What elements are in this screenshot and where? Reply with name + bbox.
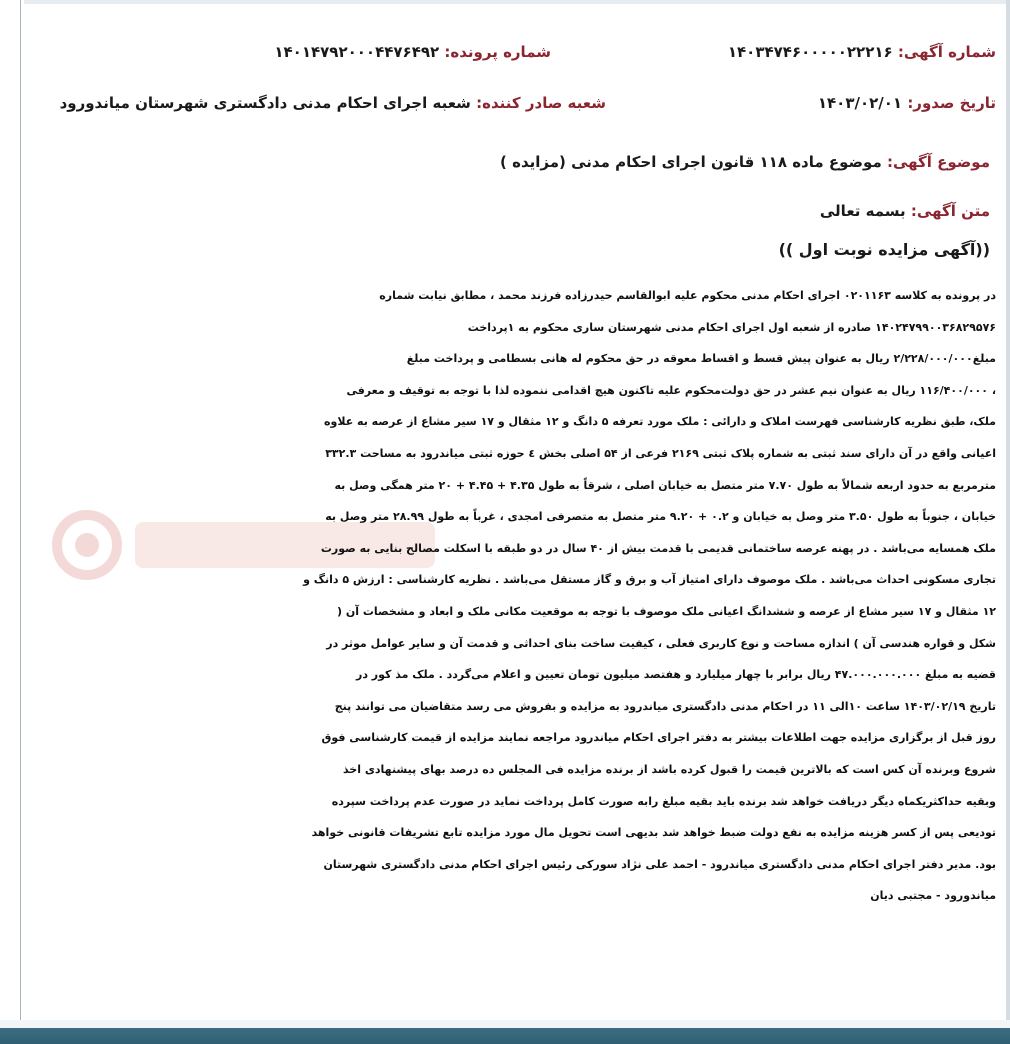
auction-headline-text: ((آگهی مزایده نوبت اول )) <box>778 240 990 259</box>
body-line: شروع وبرنده آن کس است که بالاترین قیمت را قبول کرده باشد از برنده مزایده فی المجلس ده درصد بهای پیشنهادی اخذ <box>342 762 996 776</box>
body-line: وبقیه حداکثریکماه دیگر دریافت خواهد شد برنده باید بقیه مبلغ رابه صورت کامل پرداخت نماید در صورت عدم پرداخت سپرده <box>331 794 996 808</box>
issue-date-value: ۱۴۰۳/۰۲/۰۱ <box>817 94 903 112</box>
body-line: ملک، طبق نظریه کارشناسی فهرست املاک و دارائی : ملک مورد تعرفه ۵ دانگ و ۱۲ مثقال و ۱۷ سیر مشاع از عرصه به علاوه <box>324 415 996 429</box>
issuing-branch-label: شعبه صادر کننده: <box>476 94 606 112</box>
body-line: میاندورود - مجتبی دیان <box>870 889 996 903</box>
body-line: شکل و قواره هندسی آن ) اندازه مساحت و نوع کاربری فعلی ، کیفیت ساخت بنای احداثی و قدمت آن و سایر عوامل موثر در <box>326 636 996 650</box>
scrollbar-track[interactable] <box>1006 0 1010 1044</box>
body-line: تودیعی پس از کسر هزینه مزایده به نفع دولت ضبط خواهد شد بدیهی است تحویل مال مورد مزایده تابع تشریفات قانونی خواهد <box>311 826 996 840</box>
body-line: ۱۲ مثقال و ۱۷ سیر مشاع از عرصه و ششدانگ اعیانی ملک موصوف با توجه به موقعیت مکانی ملک و ابعاد و مشخصات آن ( <box>337 604 996 618</box>
body-line: بود. مدیر دفتر اجرای احکام مدنی دادگستری میاندرود - احمد علی نژاد سورکی رئیس اجرای احکام مدنی دادگستری شهرستان <box>323 857 996 871</box>
ad-text-heading <box>820 202 990 220</box>
body-line: ، ۱۱۶/۴۰۰/۰۰۰ ریال به عنوان نیم عشر در حق دولت‌محکوم علیه تاکنون هیچ اقدامی ننموده لذا با توجه به توقیف و معرفی <box>346 383 996 397</box>
ad-number <box>728 43 996 61</box>
issuing-branch-value: شعبه اجرای احکام مدنی دادگستری شهرستان میاندورود <box>59 94 471 112</box>
case-number-label: شماره پرونده: <box>444 43 551 61</box>
body-line: قضیه به مبلغ ۴۷.۰۰۰.۰۰۰.۰۰۰ ریال برابر با چهار میلیارد و هفتصد میلیون تومان تعیین و اعلام می‌گردد . ملک مذ کور در <box>355 668 996 682</box>
announcement-body <box>36 280 996 912</box>
body-line: اعیانی واقع در آن دارای سند ثبتی به شماره پلاک ثبتی ۲۱۶۹ فرعی از ۵۴ اصلی بخش ٤ حوزه ثبتی میاندرود به مساحت ۳۳۲.۳ <box>325 446 996 460</box>
body-line: مبلغ۲/۲۲۸/۰۰۰/۰۰۰ ریال به عنوان پیش قسط و اقساط معوقه در حق محکوم له هانی بسطامی و پرداخت مبلغ <box>406 352 996 366</box>
body-line: در پرونده به کلاسه ۰۲۰۱۱۶۳ اجرای احکام مدنی محکوم علیه ابوالقاسم حیدرزاده فرزند محمد ، مطابق نیابت شماره <box>379 289 996 302</box>
ad-text-opening: بسمه تعالی <box>819 202 906 220</box>
issuing-branch <box>60 94 606 112</box>
body-line: تاریخ ۱۴۰۳/۰۲/۱۹ ساعت ۱۰الی ۱۱ در احکام مدنی دادگستری میاندرود به مزایده و بفروش می رسد متقاضیان می توانند پنج <box>334 699 996 713</box>
body-line: روز قبل از برگزاری مزایده جهت اطلاعات بیشتر به دفتر اجرای احکام میاندرود مراجعه نمایند مزایده از قیمت کارشناسی فوق <box>321 731 996 745</box>
ad-number-value: ۱۴۰۳۴۷۴۶۰۰۰۰۰۲۲۲۱۶ <box>727 43 893 61</box>
window-left-edge <box>0 0 24 1044</box>
ad-subject-value: موضوع ماده ۱۱۸ قانون اجرای احکام مدنی (مزایده ) <box>500 153 882 171</box>
body-line: ملک همسایه می‌باشد . در پهنه عرصه ساختمانی قدیمی با قدمت بیش از ۴۰ سال در دو طبقه با اسکلت مصالح بنایی به صورت <box>320 541 996 555</box>
auction-headline <box>779 240 990 259</box>
issue-date <box>818 94 996 112</box>
window-bottom-bar <box>0 1020 1010 1044</box>
body-line: ۱۴۰۲۴۷۹۹۰۰۳۶۸۲۹۵۷۶ صادره از شعبه اول اجرای احکام مدنی شهرستان ساری محکوم به ۱پرداخت <box>467 320 996 334</box>
ad-subject <box>500 153 990 171</box>
case-number <box>274 43 551 61</box>
ad-text-label: متن آگهی: <box>910 202 990 220</box>
issue-date-label: تاریخ صدور: <box>907 94 996 112</box>
body-line: خیابان ، جنوباً به طول ۳.۵۰ متر وصل به خیابان و ۰.۲ + ۹.۲۰ متر متصل به متصرفی امجدی ، غرباً به طول ۲۸.۹۹ متر وصل به <box>325 510 996 524</box>
ad-subject-label: موضوع آگهی: <box>886 153 990 171</box>
ad-number-label: شماره آگهی: <box>897 43 996 61</box>
body-line: مترمربع به حدود اربعه شمالاً به طول ۷.۷۰ متر متصل به خیابان اصلی ، شرقاً به طول ۴.۳۵ + ۴.۴۵ + ۲۰ متر همگی وصل به <box>334 478 996 492</box>
announcement-document <box>30 0 996 1000</box>
body-line: تجاری مسکونی احداث می‌باشد . ملک موصوف دارای امتیاز آب و برق و گاز مستقل می‌باشد . نظریه کارشناسی : ارزش ۵ دانگ و <box>303 573 996 587</box>
case-number-value: ۱۴۰۱۴۷۹۲۰۰۰۴۴۷۶۴۹۲ <box>274 43 440 61</box>
